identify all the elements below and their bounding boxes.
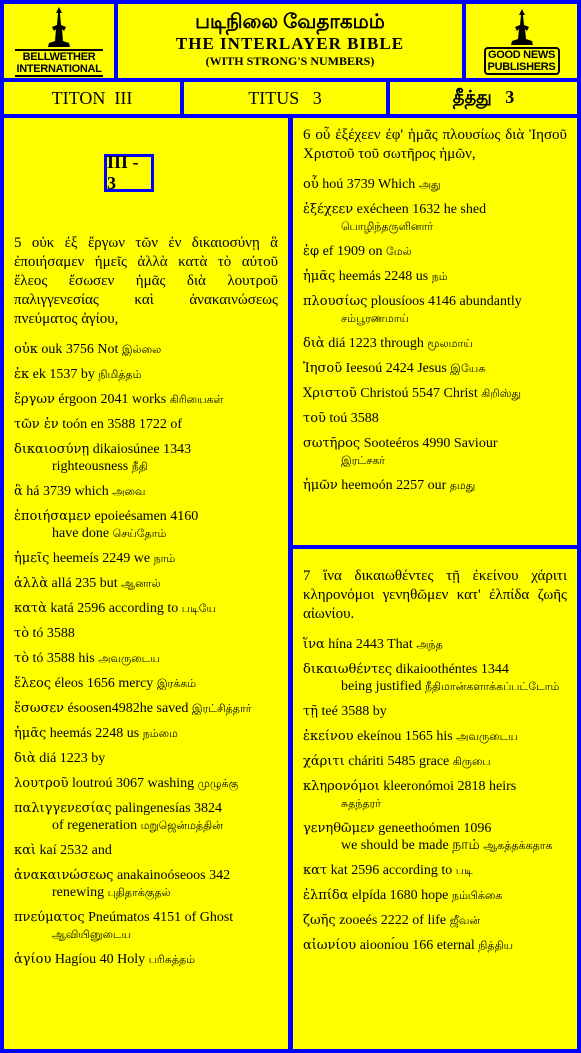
tamil-gloss: நித்திய [478, 939, 514, 952]
greek-word: ἀνακαινώσεως [14, 868, 114, 883]
word-entry [14, 366, 278, 383]
greek-word: αἰωνίου [303, 938, 357, 953]
gloss: heemeís 2249 we [52, 551, 151, 566]
greek-word: ἔσωσεν [14, 701, 64, 716]
word-entry [14, 775, 278, 792]
gloss: toón en 3588 1722 of [62, 417, 182, 432]
greek-word: διὰ [303, 336, 325, 351]
greek-word: οὐκ [14, 342, 38, 357]
gloss: diá 1223 through [328, 336, 424, 351]
word-entry [14, 800, 278, 834]
gloss-continued: being justified [341, 679, 422, 694]
gloss-continued: have done [52, 526, 110, 541]
gloss: ekeínou 1565 his [357, 729, 453, 744]
verse-text: 7 ἵνα δικαιωθέντες τῇ ἐκείνου χάριτι κληρονόμοι γενηθῶμεν κατ' ἐλπίδα ζωῆς αἰωνίου. [303, 568, 567, 622]
word-entry [303, 268, 567, 285]
tamil-gloss: சம்பூரணமாய் [341, 312, 409, 325]
statue-icon [42, 5, 76, 49]
greek-reference-text: TITON III [51, 87, 133, 108]
tamil-gloss: இரட்சகர் [341, 454, 386, 467]
verse-text: 6 οὗ ἐξέχεεν ἐφ' ἡμᾶς πλουσίως διὰ Ἰησοῦ Χριστοῦ τοῦ σωτῆρος ἡμῶν, [303, 127, 567, 162]
greek-word: διὰ [14, 751, 36, 766]
word-entry [14, 441, 278, 475]
word-entry [303, 661, 567, 695]
greek-word: ἔργων [14, 392, 55, 407]
greek-word: ἐφ [303, 244, 320, 259]
word-list [303, 176, 567, 494]
right-bottom-column [293, 549, 577, 1049]
word-entry [303, 912, 567, 929]
word-entry [303, 335, 567, 352]
gloss: Pneúmatos 4151 of Ghost [88, 910, 234, 925]
greek-word: κατὰ [14, 601, 47, 616]
word-entry [14, 600, 278, 617]
greek-word: σωτῆρος [303, 436, 361, 451]
greek-word: λουτροῦ [14, 776, 69, 791]
greek-word: τοῦ [303, 411, 326, 426]
gloss-continued: righteousness [52, 459, 129, 474]
greek-word: πλουσίως [303, 294, 368, 309]
greek-word: ἐποιήσαμεν [14, 509, 91, 524]
chapter-badge: III - 3 [104, 154, 154, 192]
gloss: palingenesías 3824 [115, 801, 223, 816]
word-entry [303, 201, 567, 235]
word-entry [303, 385, 567, 402]
word-entry [303, 410, 567, 427]
gloss: kaí 2532 and [39, 843, 112, 858]
greek-word: τὸ [14, 651, 30, 666]
word-entry [14, 341, 278, 358]
gloss: geneethoómen 1096 [378, 821, 492, 836]
left-logo-text: BELLWETHER INTERNATIONAL [16, 51, 102, 75]
word-entry [303, 728, 567, 745]
gloss: ef 1909 on [322, 244, 383, 259]
gloss: aioonı́ou 166 eternal [359, 938, 475, 953]
gloss: heemás 2248 us [49, 726, 140, 741]
gloss: plousíoos 4146 abundantly [370, 294, 522, 309]
word-entry [303, 360, 567, 377]
word-entry [14, 909, 278, 943]
gloss: Ieesoú 2424 Jesus [345, 361, 447, 376]
gloss: hoú 3739 Which [322, 177, 416, 192]
tamil-gloss: நம் [431, 270, 448, 283]
english-reference-text: TITUS 3 [248, 87, 322, 108]
tamil-gloss: நம்மை [142, 727, 178, 740]
gloss: ek 1537 by [32, 367, 95, 382]
word-entry [303, 293, 567, 327]
tamil-gloss: மூலமாய் [427, 337, 473, 350]
gloss: diá 1223 by [39, 751, 106, 766]
greek-word: δικαιοσύνῃ [14, 442, 90, 457]
tamil-gloss: ஆகத்தக்கதாக [483, 839, 553, 852]
tamil-gloss: அவருடைய [98, 652, 160, 665]
word-entry [14, 391, 278, 408]
verse-text: 5 οὐκ ἐξ ἔργων τῶν ἐν δικαιοσύνῃ ἃ ἐποιήσαμεν ἡμεῖς ἀλλὰ κατὰ τὸ αὐτοῦ ἔλεος ἔσωσεν ἡμᾶς διὰ λουτροῦ παλιγγενεσίας καὶ ἀνακαινώσεως πνεύματος ἁγίου, [14, 235, 278, 327]
word-entry [303, 477, 567, 494]
word-entry [14, 750, 278, 767]
tamil-gloss: ஜீவன் [449, 914, 481, 927]
gloss: katá 2596 according to [50, 601, 179, 616]
page-title: THE INTERLAYER BIBLE [175, 34, 405, 53]
tamil-gloss: அது [418, 178, 441, 191]
word-entry [14, 483, 278, 500]
tamil-gloss: கிரியைகள் [169, 393, 224, 406]
gloss: zooeés 2222 of life [339, 913, 447, 928]
word-entry [303, 862, 567, 879]
greek-word: ἡμῶν [303, 478, 338, 493]
gloss: anakainoóseoos 342 [116, 868, 231, 883]
greek-word: Χριστοῦ [303, 386, 357, 401]
header-title-block [118, 4, 462, 78]
word-list [303, 636, 567, 954]
tamil-gloss: ஆனால் [121, 577, 161, 590]
word-entry [14, 416, 278, 433]
greek-word: ζωῆς [303, 913, 336, 928]
tamil-gloss: மறுஜென்மத்தின் [140, 819, 223, 832]
good-news-logo [466, 4, 577, 78]
gloss: cháriti 5485 grace [348, 754, 450, 769]
tamil-reference-text: தீத்து 3 [452, 86, 515, 107]
gloss: teé 3588 by [321, 704, 387, 719]
gloss: dikaiosúnee 1343 [92, 442, 192, 457]
word-entry [14, 867, 278, 901]
greek-word: τὸ [14, 626, 30, 641]
greek-word: ἡμᾶς [303, 269, 336, 284]
greek-word: ἐκείνου [303, 729, 354, 744]
greek-word: πνεύματος [14, 910, 85, 925]
greek-word: ἐκ [14, 367, 30, 382]
tamil-gloss: அந்த [416, 638, 443, 651]
gloss: tó 3588 [32, 626, 75, 641]
gloss: dikaioothéntes 1344 [395, 662, 509, 677]
right-top-column [293, 118, 577, 545]
tamil-gloss: நம்பிக்கை [451, 889, 503, 902]
greek-word: Ἰησοῦ [303, 361, 343, 376]
gloss: éleos 1656 mercy [54, 676, 154, 691]
word-entry [14, 625, 278, 642]
gloss: érgoon 2041 works [58, 392, 167, 407]
greek-word: ἐξέχεεν [303, 202, 354, 217]
tamil-gloss: நீதி [131, 460, 148, 473]
tamil-gloss: சுதந்தரர் [341, 797, 381, 810]
tamil-gloss: தமது [449, 479, 476, 492]
word-entry [14, 951, 278, 968]
tamil-gloss: இரட்சித்தார் [191, 702, 252, 715]
tamil-gloss: புதிதாக்குதல் [107, 886, 171, 899]
word-entry [303, 778, 567, 812]
tamil-gloss: நாம் [153, 552, 176, 565]
word-entry [303, 820, 567, 854]
greek-word: οὗ [303, 177, 319, 192]
tamil-gloss: ஆவியினுடைய [52, 928, 132, 941]
word-entry [14, 842, 278, 859]
greek-word: κληρονόμοι [303, 779, 380, 794]
tamil-gloss: அவை [112, 485, 146, 498]
gloss: há 3739 which [26, 484, 109, 499]
greek-word: ἵνα [303, 637, 325, 652]
gloss: Christoú 5547 Christ [360, 386, 478, 401]
gloss: kat 2596 according to [330, 863, 453, 878]
tamil-gloss: கிருபை [452, 755, 491, 768]
gloss: Sooteéros 4990 Saviour [363, 436, 498, 451]
greek-word: καὶ [14, 843, 37, 858]
greek-word: παλιγγενεσίας [14, 801, 112, 816]
tamil-gloss: பரிசுத்தம் [148, 953, 196, 966]
tamil-gloss: செய்தோம் [112, 527, 167, 540]
gloss: epoieésamen 4160 [94, 509, 199, 524]
word-entry [14, 575, 278, 592]
greek-word: ἡμᾶς [14, 726, 47, 741]
tamil-reference [390, 82, 577, 114]
gloss: elpída 1680 hope [351, 888, 449, 903]
tamil-gloss: படி [455, 864, 473, 877]
greek-reference [4, 82, 180, 114]
gloss-continued: renewing [52, 885, 105, 900]
gloss: hína 2443 That [328, 637, 413, 652]
word-entry [303, 176, 567, 193]
word-entry [14, 675, 278, 692]
word-entry [14, 650, 278, 667]
word-entry [303, 753, 567, 770]
word-entry [14, 700, 278, 717]
word-entry [14, 725, 278, 742]
statue-icon [505, 7, 539, 47]
gloss: tó 3588 his [32, 651, 95, 666]
greek-word: ἀλλὰ [14, 576, 49, 591]
word-entry [303, 703, 567, 720]
page-subtitle: (WITH STRONG'S NUMBERS) [205, 54, 375, 68]
word-entry [303, 435, 567, 469]
english-reference [184, 82, 386, 114]
gloss-continued: we should be made நாம் [341, 838, 480, 853]
word-entry [14, 550, 278, 567]
tamil-gloss: அவருடைய [456, 730, 518, 743]
word-entry [14, 508, 278, 542]
greek-word: δικαιωθέντες [303, 662, 393, 677]
tamil-gloss: படியே [181, 602, 216, 615]
gloss: heemás 2248 us [338, 269, 429, 284]
tamil-gloss: இரக்கம் [156, 677, 197, 690]
greek-word: ἐλπίδα [303, 888, 349, 903]
tamil-gloss: கிறிஸ்து [481, 387, 522, 400]
greek-word: τῇ [303, 704, 318, 719]
tamil-gloss: பொழிந்தருளினார் [341, 220, 434, 233]
greek-word: ἁγίου [14, 952, 52, 967]
gloss: ouk 3756 Not [41, 342, 119, 357]
gloss: toú 3588 [329, 411, 379, 426]
greek-word: κατ [303, 863, 328, 878]
tamil-gloss: இயேசு [450, 362, 486, 375]
right-logo-text: GOOD NEWS PUBLISHERS [484, 47, 560, 75]
bellwether-logo [4, 4, 114, 78]
gloss: kleeronómoi 2818 heirs [383, 779, 517, 794]
tamil-gloss: நீதிமான்களாக்கப்பட்டோம் [425, 680, 560, 693]
tamil-gloss: இல்லை [121, 343, 162, 356]
greek-word: ἔλεος [14, 676, 52, 691]
tamil-gloss: முழுக்கு [197, 777, 239, 790]
greek-word: γενηθῶμεν [303, 821, 375, 836]
tamil-gloss: மேல் [385, 245, 412, 258]
greek-word: ἡμεῖς [14, 551, 50, 566]
gloss: loutroú 3067 washing [72, 776, 195, 791]
greek-word: ἃ [14, 484, 23, 499]
word-entry [303, 636, 567, 653]
word-list [14, 341, 278, 968]
gloss-continued: of regeneration [52, 818, 138, 833]
gloss: allá 235 but [51, 576, 118, 591]
left-column [4, 118, 288, 1049]
gloss: ésoosen4982he saved [67, 701, 189, 716]
tamil-gloss: நிமித்தம் [98, 368, 142, 381]
gloss: heemoón 2257 our [341, 478, 447, 493]
gloss: exécheen 1632 he shed [356, 202, 487, 217]
greek-word: χάριτι [303, 754, 345, 769]
greek-word: τῶν ἐν [14, 417, 59, 432]
word-entry [303, 937, 567, 954]
word-entry [303, 887, 567, 904]
tamil-title: படிநிலை வேதாகமம் [195, 11, 385, 33]
word-entry [303, 243, 567, 260]
gloss: Hagíou 40 Holy [54, 952, 146, 967]
